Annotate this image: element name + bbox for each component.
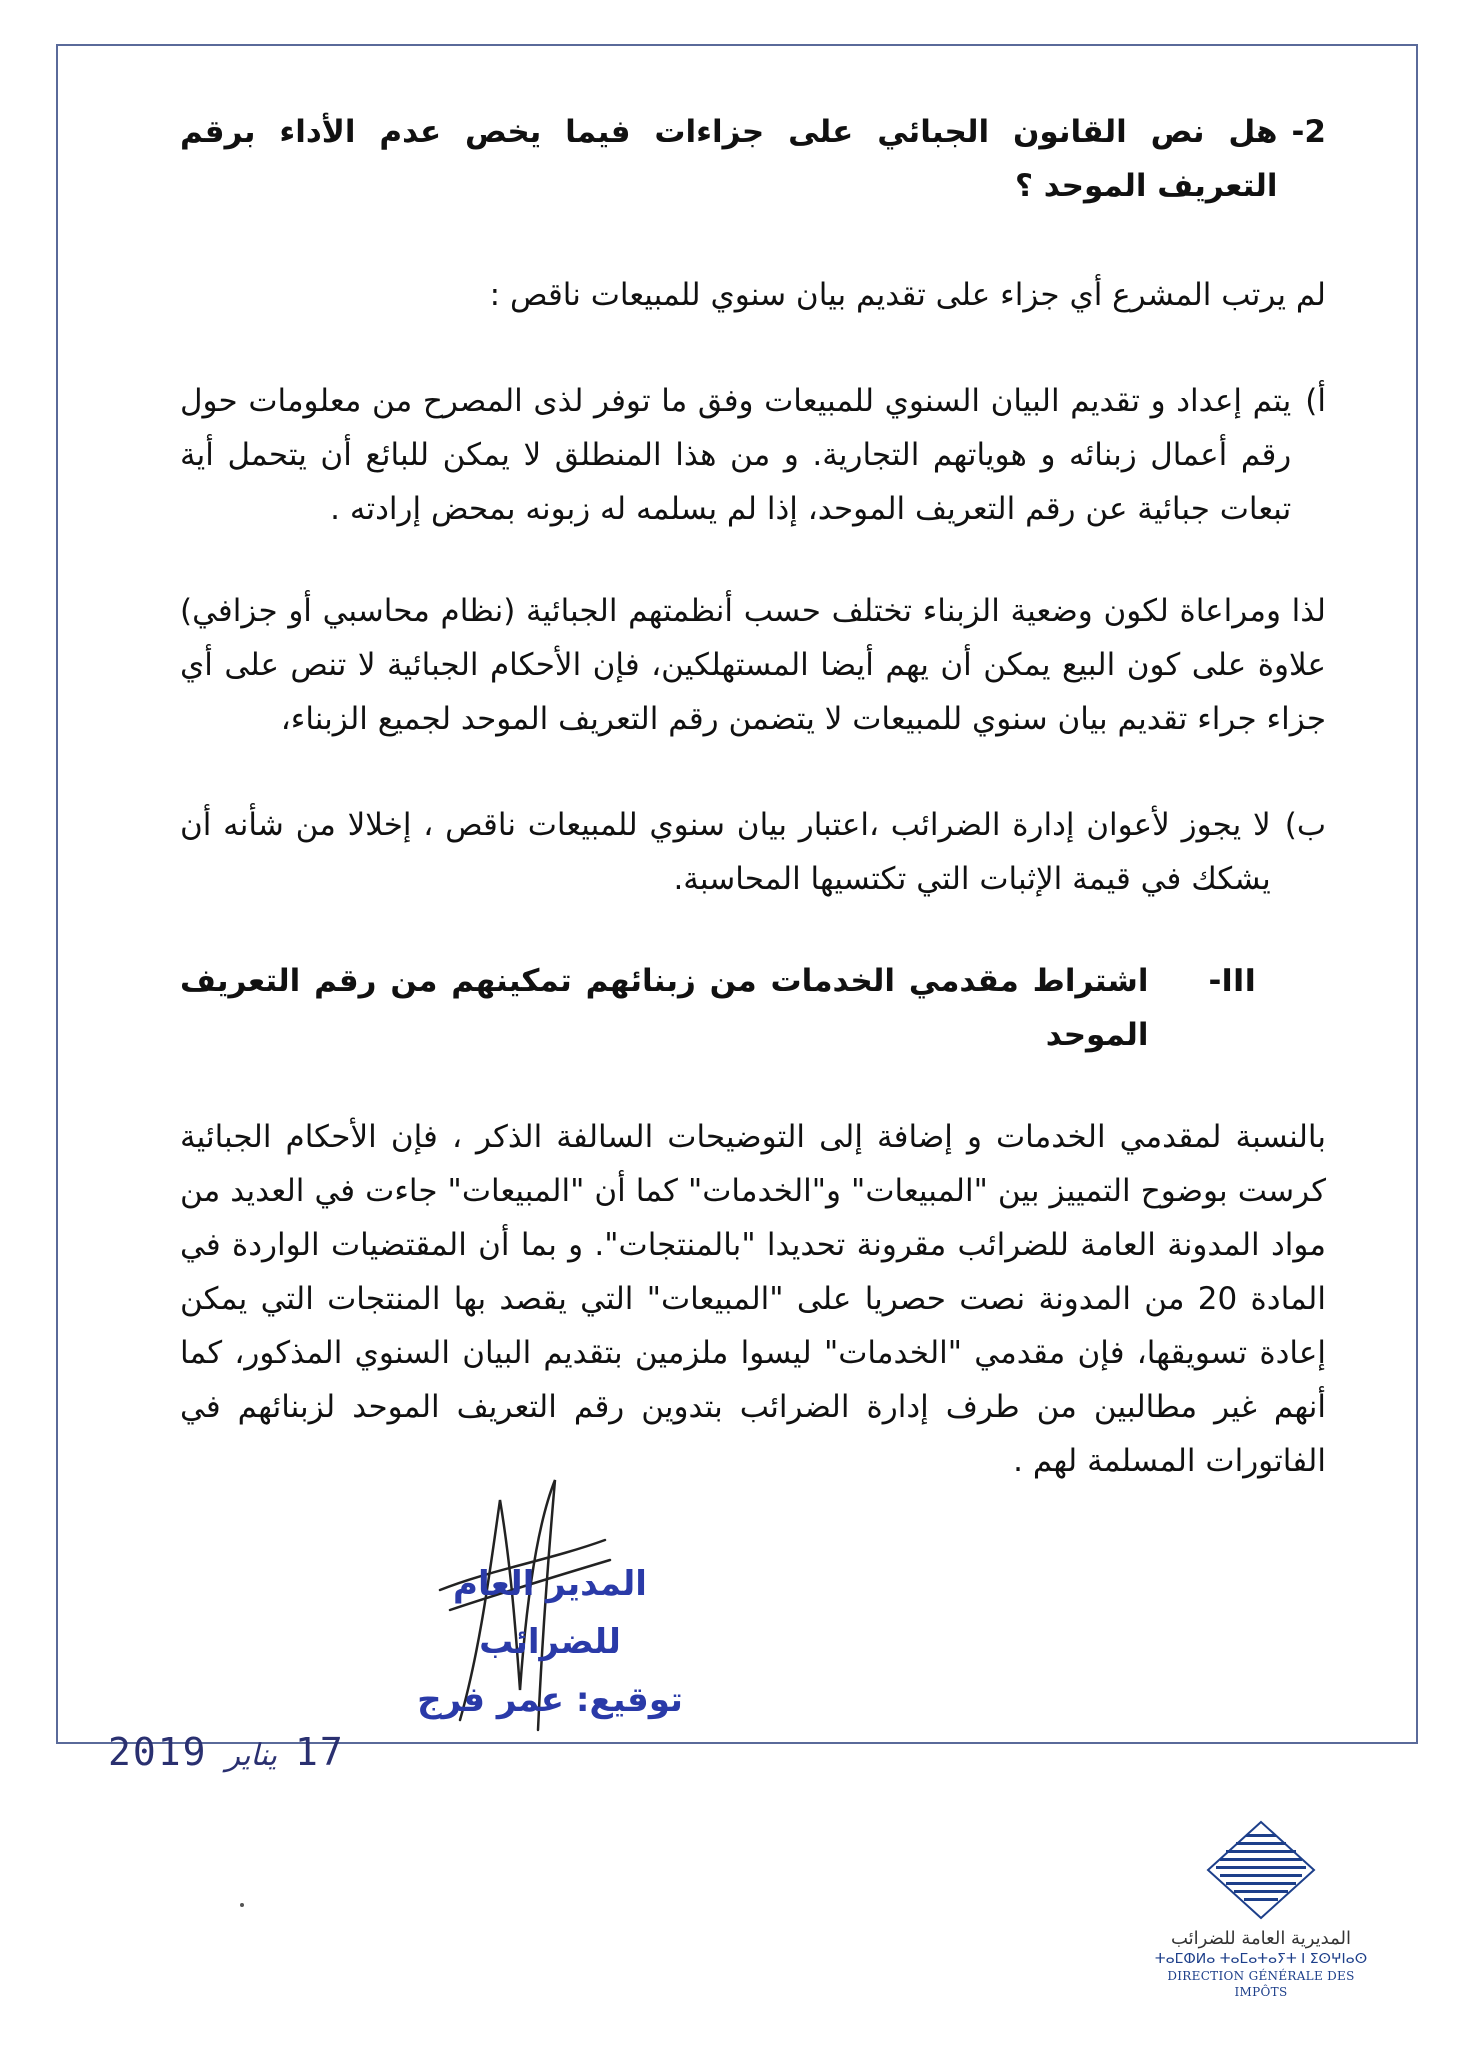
section-iii-title: اشتراط مقدمي الخدمات من زبنائهم تمكينهم من رقم التعريف الموحد [180,963,1149,1053]
question-number: 2- [1291,114,1326,150]
question-text: هل نص القانون الجبائي على جزاءات فيما يخص عدم الأداء برقم التعريف الموحد ؟ [180,114,1278,204]
section-iii-number: III- [1208,963,1256,999]
logo-tifinagh-text: ⵜⴰⵎⵀⵍⴰ ⵜⴰⵎⴰⵜⴰⵢⵜ ⵏ ⵉⵙⵖⵏⴰⵙ [1154,1951,1368,1967]
item-a-marker: أ) [1305,383,1326,419]
signature-block [380,1555,720,1729]
signatory-title: المدير العام للضرائب [453,1564,647,1662]
stray-mark [240,1903,244,1907]
date-year: 2019 [108,1730,208,1774]
logo-french-text: DIRECTION GÉNÉRALE DES IMPÔTS [1167,1969,1355,1999]
item-b-marker: ب) [1284,807,1326,843]
dgi-logo [1146,1820,1376,2000]
signatory-name: توقيع: عمر فرج [417,1680,683,1720]
section-iii-heading [180,954,1256,1062]
paragraph-services: بالنسبة لمقدمي الخدمات و إضافة إلى التوضيحات السالفة الذكر ، فإن الأحكام الجبائية كرست بوضوح التمييز بين "المبيعات" و"الخدمات" كما أن "المبيعات" جاءت في العديد من مواد المدونة العامة للضرائب مقرونة تحديدا "بالمنتجات". و بما أن المقتضيات الواردة في المادة 20 من المدونة نصت حصريا على "المبيعات" التي يقصد بها المنتجات التي يمكن إعادة تسويقها، فإن مقدمي "الخدمات" ليسوا ملزمين بتقديم البيان السنوي المذكور، كما أنهم غير مطالبين من طرف إدارة الضرائب بتدوين رقم التعريف الموحد لزبنائهم في الفاتورات المسلمة لهم . [180,1119,1326,1479]
paragraph-tax-regimes: لذا ومراعاة لكون وضعية الزبناء تختلف حسب أنظمتهم الجبائية (نظام محاسبي أو جزافي) علاوة على كون البيع يمكن أن يهم أيضا المستهلكين، فإن الأحكام الجبائية لا تنص على أي جزاء جراء تقديم بيان سنوي للمبيعات لا يتضمن رقم التعريف الموحد لجميع الزبناء، [180,593,1326,737]
dgi-emblem-icon [1206,1820,1316,1920]
list-item-a [180,374,1326,536]
document-body [180,105,1326,1540]
item-b-text: لا يجوز لأعوان إدارة الضرائب ،اعتبار بيان سنوي للمبيعات ناقص ، إخلالا من شأنه أن يشكك في قيمة الإثبات التي تكتسيها المحاسبة. [180,807,1271,897]
question-heading [180,105,1326,213]
date-month: يناير [225,1738,277,1773]
date-stamp [108,1730,345,1774]
logo-arabic-text: المديرية العامة للضرائب [1171,1928,1351,1949]
intro-paragraph: لم يرتب المشرع أي جزاء على تقديم بيان سنوي للمبيعات ناقص : [489,277,1326,313]
date-day: 17 [294,1730,345,1774]
item-a-text: يتم إعداد و تقديم البيان السنوي للمبيعات وفق ما توفر لذى المصرح من معلومات حول رقم أعمال زبنائه و هوياتهم التجارية. و من هذا المنطلق لا يمكن للبائع أن يتحمل أية تبعات جبائية عن رقم التعريف الموحد، إذا لم يسلمه له زبونه بمحض إرادته . [180,383,1292,527]
list-item-b [180,798,1326,906]
